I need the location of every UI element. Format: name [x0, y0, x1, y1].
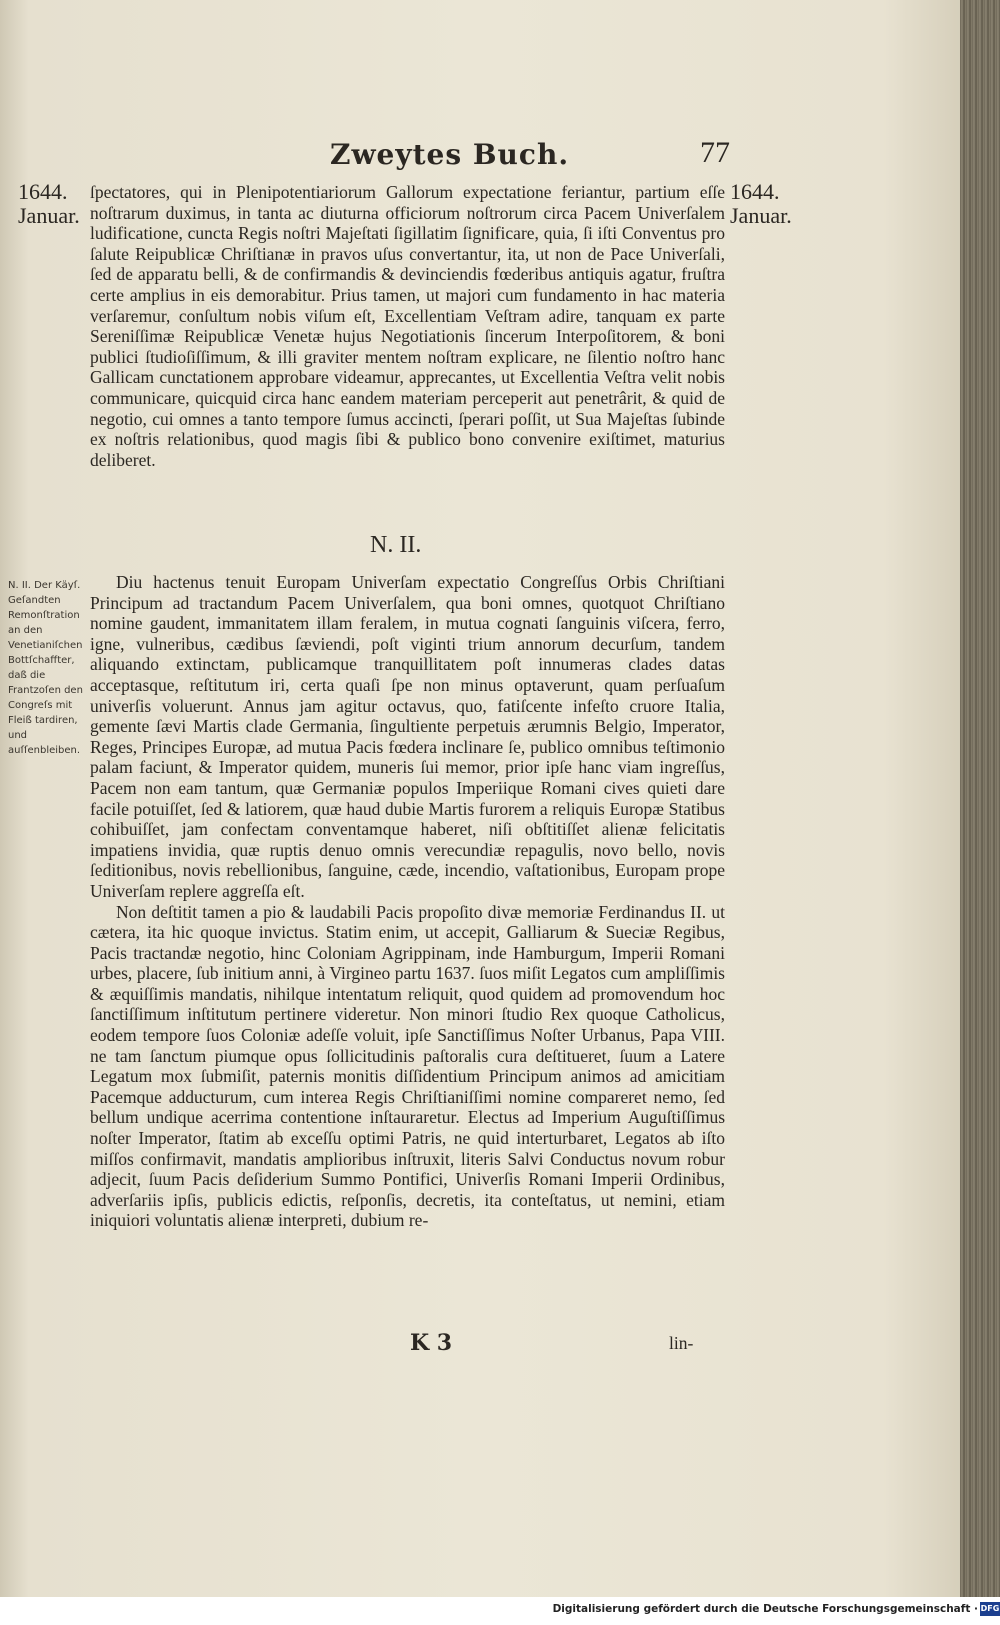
page-header [90, 138, 730, 178]
signature-mark: K 3 [410, 1330, 453, 1356]
catchword: lin- [669, 1333, 694, 1353]
section-heading: N. II. [370, 532, 422, 558]
left-date-marker [18, 180, 98, 228]
paragraph-2: Non deſtitit tamen a pio & laudabili Pacis propoſito divæ memoriæ Ferdinandus II. ut cætera, ita hic quoque invictus. Statim enim, ut accepit, Galliarum & Sueciæ Regibus, Pacis tractandæ negotio, hinc Coloniam Agrippinam, inde Hamburgum, Imperii Romani urbes, placere, ſub initium anni, à Virgineo partu 1637. ſuos miſit Legatos cum ampliſſimis & æquiſſimis mandatis, nihilque intentatum reliquit, quod quidem ad promovendum hoc ſanctiſſimum inſtitutum pertinere videretur. Non minori ſtudio Rex quoque Catholicus, eodem tempore ſuos Coloniæ adeſſe voluit, ipſe Sanctiſſimus Noſter Urbanus, Papa VIII. ne tam ſanctum piumque opus ſollicitudinis paſtoralis cura deſtitueret, ſuum a Latere Legatum mox ſubmiſit, paternis monitis diſſidentium Principum animos ad amicitiam Pacemque adducturum, cum interea Regis Chriſtianiſſimi nomine compareret nemo, ſed bellum undique acerrima contentione inſtauraretur. Electus ad Imperium Auguſtiſſimus noſter Imperator, ſtatim ab exceſſu optimi Patris, ne quid interturbaret, Legatos ab iſto miſſos confirmavit, mandatis amplioribus inſtruxit, literis Salvi Conductus novum robur adjecit, ſuum Pacis deſiderium Summo Pontifici, Univerſis Romani Imperii Ordinibus, adverſariis ipſis, publicis edictis, reſponſis, decretis, ita conteſtatus, ut nemini, etiam iniquiori voluntatis alienæ interpreti, dubium re- [90, 901, 725, 1231]
dfg-logo: DFG [980, 1602, 1000, 1616]
left-year: 1644. [18, 179, 68, 204]
right-year: 1644. [730, 179, 780, 204]
marginal-note: N. II. Der Käyſ. Geſandten Remonſtration an den Venetianiſchen Bottſchaffter, daß die Frantzoſen den Congreſs mit Fleiß tardiren, und auſſenbleiben. [8, 580, 83, 756]
right-month: Januar. [730, 203, 792, 228]
page-edge [960, 0, 1000, 1597]
continued-text-block: ſpectatores, qui in Plenipotentiariorum Gallorum expectatione feriantur, partium eſſe noſtrarum duximus, in tanta ac diuturna officiorum noſtrorum circa Pacem Univerſalem ludificatione, cuncta Regis noſtri Majeſtati ſigillatim ſignificare, quia, ſi iſti Conventus pro ſalute Reipublicæ Chriſtianæ in pravos uſus convertantur, ita, ut non de Pace Univerſali, ſed de apparatu belli, & de confirmandis & devinciendis fœderibus antiquis agatur, fruſtra certe amplius in eis demorabitur. Prius tamen, ut majori cum fundamento in hac materia verſaremur, conſultum nobis viſum eſt, Excellentiam Veſtram adire, tanquam ex parte Sereniſſimæ Reipublicæ Venetæ hujus Negotiationis ſincerum Interpoſitorem, & boni publici ſtudioſiſſimum, & illi graviter mentem noſtram explicare, ne ſilentio noſtro hanc Gallicam cunctationem approbare videamur, apprecantes, ut Excellentia Veſtra velit nobis communicare, quicquid circa hanc eandem materiam perceperit aut penetrârit, & quid de negotio, cui omnes a tanto tempore ſumus accincti, ſperari poſſit, ut Sua Majeſtas ſubinde ex noſtris relationibus, quod magis ſibi & publico bono convenire exiſtimet, maturius deliberet. [90, 182, 725, 470]
left-month: Januar. [18, 203, 80, 228]
footer-bar [0, 1597, 1000, 1625]
paragraph-1: Diu hactenus tenuit Europam Univerſam expectatio Congreſſus Orbis Chriſtiani Principum ad tractandum Pacem Univerſalem, qua boni omnes, quotquot Chriſtiano nomine gaudent, immanitatem illam feralem, in mutua cognati ſanguinis viſcera, ferro, igne, vulneribus, cædibus ſæviendi, poſt viginti trium annorum decurſum, tandem aliquando extinctam, publicamque tranquillitatem poſt innumeras clades datas acceptasque, reſtitutum iri, certa quaſi ſpe non minus optaverunt, quam perſuaſum univerſis voluerunt. Annus jam agitur octavus, quo, fatiſcente infeſto cruore Italia, gemente ſævi Martis clade Germania, ſingultiente perpetuis ærumnis Belgio, Imperator, Reges, Principes Europæ, ad mutua Pacis fœdera inclinare ſe, publico omnibus teſtimonio palam faciunt, & Imperator quidem, muneris ſui memor, prior ipſe hanc viam ingreſſus, Pacem non eam tantum, quæ Germaniæ populos Imperiique Romani cives quieti dare facile potuiſſet, ſed & latiorem, quæ haud dubie Martis furorem a reliquis Europæ Statibus cohibuiſſet, jam confectam conventamque haberet, niſi obſtitiſſet alienæ felicitatis impatiens invidia, quæ ruptis denuo omnis verecundiæ repagulis, novo bello, novis ſeditionibus, novis rebellionibus, ſanguine, cæde, incendio, vaſtationibus, Europam prope Univerſam replere aggreſſa eſt. [90, 572, 725, 901]
funding-notice: Digitalisierung gefördert durch die Deutsche Forschungsgemeinschaft · [552, 1603, 978, 1615]
running-head: Zweytes Buch. [330, 138, 570, 171]
section-text-block [90, 572, 725, 1231]
right-date-marker [730, 180, 810, 228]
page-number: 77 [700, 136, 730, 169]
